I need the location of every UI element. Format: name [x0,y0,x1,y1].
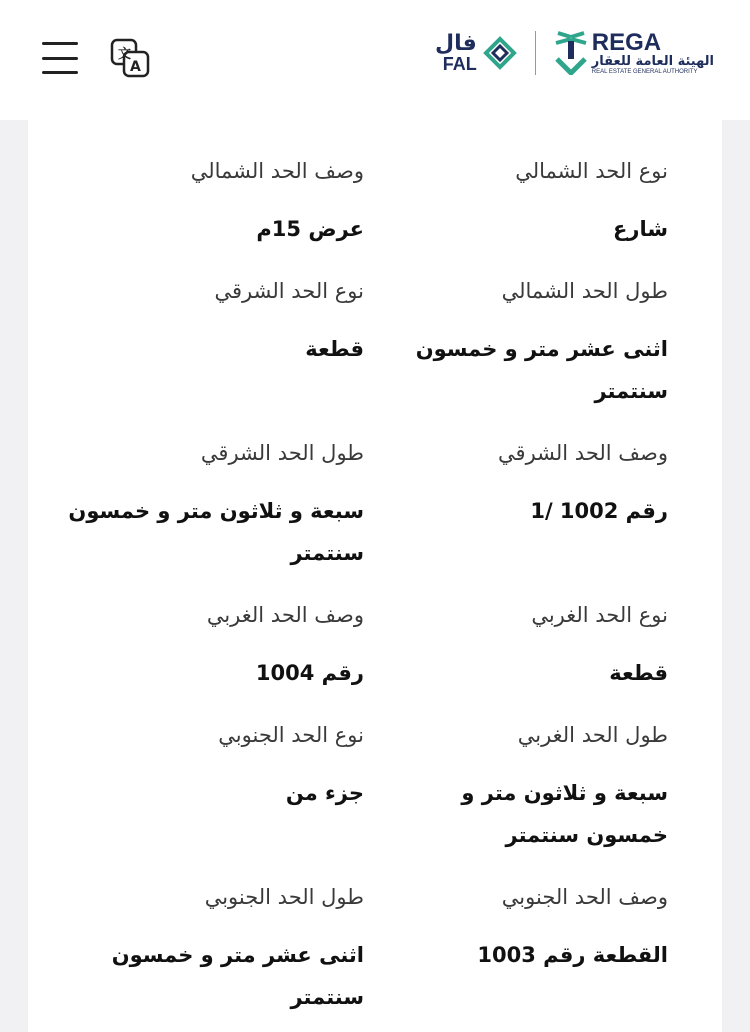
fal-diamond-icon [483,36,517,70]
field [380,270,668,412]
field-value: قطعة [305,337,364,361]
palm-icon [554,31,588,75]
field [60,150,364,250]
field [60,876,364,1018]
field [60,270,364,412]
field-value: سبعة و ثلاثون متر و خمسون سنتمتر [461,781,668,847]
field-label: وصف الحد الشمالي [190,159,364,183]
header [0,0,750,120]
field [380,594,668,694]
field [380,714,668,856]
field-value: اثنى عشر متر و خمسون سنتمتر [415,337,668,403]
field [60,594,364,694]
field-value: سبعة و ثلاثون متر و خمسون سنتمتر [68,499,364,565]
translate-icon[interactable] [110,38,150,78]
fal-logo [435,30,517,74]
field-value: القطعة رقم 1003 [477,943,668,967]
field-label: طول الحد الغربي [517,723,668,747]
field-value: عرض 15م [256,217,364,241]
field [380,876,668,1018]
boundaries-grid [28,150,668,1018]
field [380,150,668,250]
field-label: طول الحد الشرقي [200,441,364,465]
field-value: رقم 1002 /1 [530,499,668,523]
field-label: طول الحد الشمالي [501,279,668,303]
svg-text:A: A [130,59,141,75]
rega-en: REGA [591,29,662,56]
field [60,714,364,856]
divider [535,31,536,75]
boundaries-card [28,120,722,1032]
logos [435,30,714,75]
field-value: رقم 1004 [255,661,364,685]
field-label: وصف الحد الشرقي [498,441,668,465]
fal-en: FAL [442,53,477,74]
field-label: نوع الحد الشمالي [515,159,668,183]
rega-ar: الهيئة العامة للعقار [591,54,714,70]
field-value: اثنى عشر متر و خمسون سنتمتر [111,943,364,1009]
field-label: وصف الحد الغربي [206,603,364,627]
field-value: شارع [613,217,668,241]
field-value: جزء من [285,781,364,805]
fal-ar: فال [435,30,477,56]
field-label: طول الحد الجنوبي [204,885,364,909]
field-label: نوع الحد الشرقي [214,279,364,303]
field-label: نوع الحد الغربي [531,603,668,627]
rega-logo [554,30,714,75]
field-value: قطعة [609,661,668,685]
field-label: وصف الحد الجنوبي [501,885,668,909]
field [380,432,668,574]
field [60,432,364,574]
field-label: نوع الحد الجنوبي [218,723,364,747]
rega-sub: REAL ESTATE GENERAL AUTHORITY [591,68,698,75]
svg-text:文: 文 [118,47,132,62]
menu-icon[interactable] [42,42,78,74]
